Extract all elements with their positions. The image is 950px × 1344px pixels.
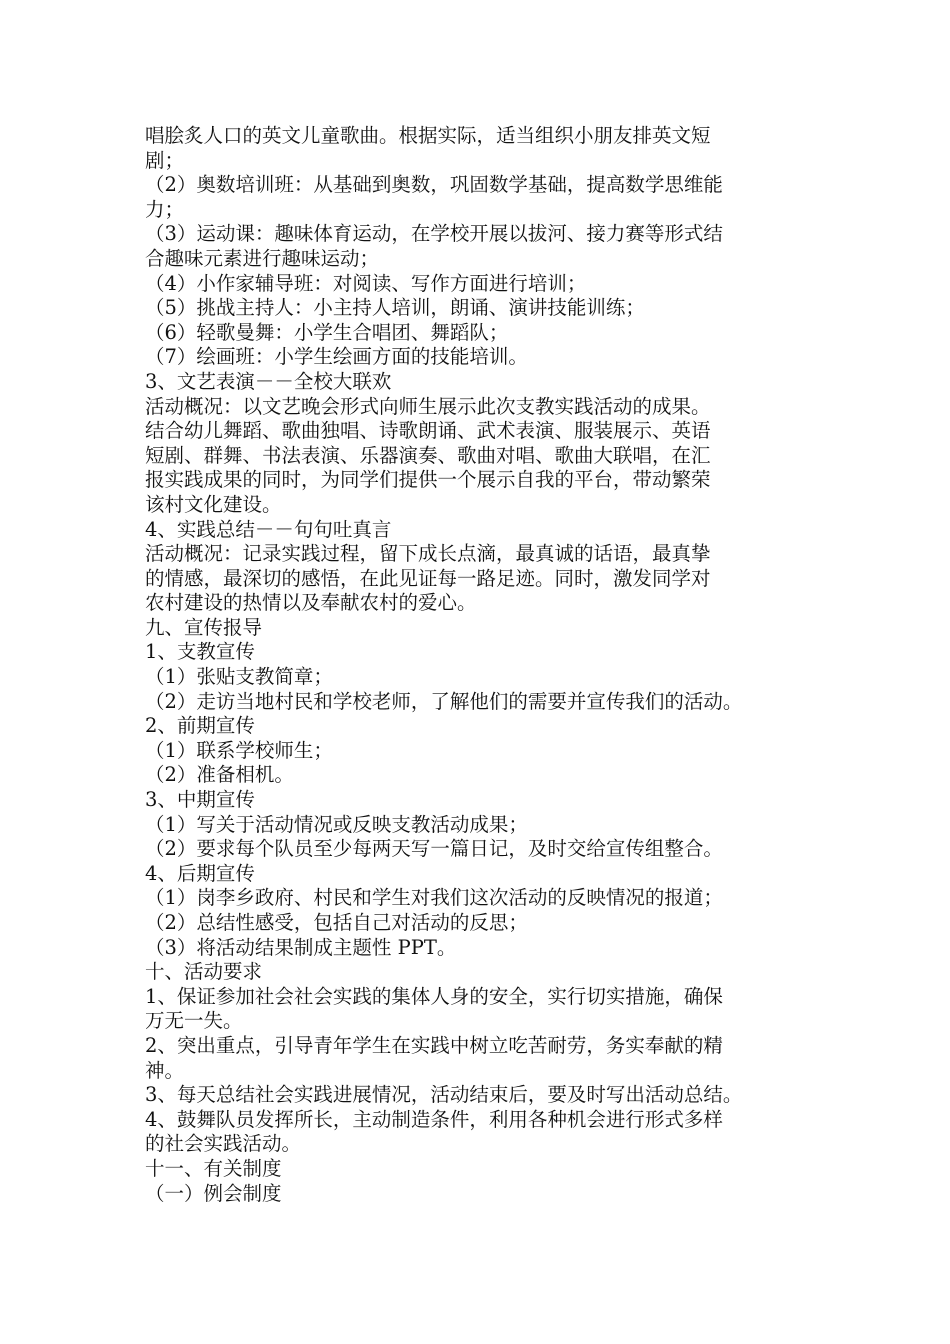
section-heading: 4、实践总结－－句句吐真言 [145,517,392,541]
text-line: 活动概况：以文艺晚会形式向师生展示此次支教实践活动的成果。 [145,394,711,418]
text-line: 合趣味元素进行趣味运动； [145,246,380,270]
text-line: （1）张贴支教简章； [145,665,333,689]
text-line: 1、保证参加社会社会实践的集体人身的安全，实行切实措施，确保 [145,984,723,1008]
text-line: （2）准备相机。 [145,763,294,787]
text-line: 的社会实践活动。 [145,1132,302,1156]
chapter-heading: 十、活动要求 [145,960,263,984]
text-line: 力； [145,197,185,221]
text-line: 短剧、群舞、书法表演、乐器演奏、歌曲对唱、歌曲大联唱，在汇 [145,443,711,467]
text-line: 4、鼓舞队员发挥所长，主动制造条件，利用各种机会进行形式多样 [145,1107,723,1131]
text-line: （1）写关于活动情况或反映支教活动成果； [145,812,528,836]
text-line: （2）奥数培训班：从基础到奥数，巩固数学基础，提高数学思维能 [145,173,723,197]
text-line: 神。 [145,1058,185,1082]
document-page [145,124,815,1206]
text-line: （2）总结性感受，包括自己对活动的反思； [145,911,528,934]
text-line: （3）运动课：趣味体育运动，在学校开展以拔河、接力赛等形式结 [145,222,723,246]
section-heading: 2、前期宣传 [145,714,255,738]
text-line: （1）联系学校师生； [145,738,333,762]
text-line: 剧； [145,148,185,172]
chapter-heading: 九、宣传报导 [145,615,263,639]
text-line: 活动概况：记录实践过程，留下成长点滴，最真诚的话语，最真挚 [145,542,711,566]
text-line: （5）挑战主持人：小主持人培训，朗诵、演讲技能训练； [145,296,645,320]
section-heading: （一）例会制度 [145,1181,282,1205]
chapter-heading: 十一、有关制度 [145,1156,282,1180]
text-line: （6）轻歌曼舞：小学生合唱团、舞蹈队； [145,320,509,344]
text-line: 农村建设的热情以及奉献农村的爱心。 [145,591,477,615]
text-line: 万无一失。 [145,1009,243,1033]
text-line: 结合幼儿舞蹈、歌曲独唱、诗歌朗诵、武术表演、服装展示、英语 [145,419,711,443]
section-heading: 3、文艺表演－－全校大联欢 [145,369,392,393]
text-line: 报实践成果的同时，为同学们提供一个展示自我的平台，带动繁荣 [145,468,711,492]
text-line: （2）要求每个队员至少每两天写一篇日记，及时交给宣传组整合。 [145,837,723,861]
section-heading: 4、后期宣传 [145,861,255,885]
text-line: （7）绘画班：小学生绘画方面的技能培训。 [145,345,528,369]
text-line: 2、突出重点，引导青年学生在实践中树立吃苦耐劳，务实奉献的精 [145,1033,723,1057]
text-line: 该村文化建设。 [145,492,282,516]
text-line: （4）小作家辅导班：对阅读、写作方面进行培训； [145,271,587,295]
text-line: 3、每天总结社会实践进展情况，活动结束后，要及时写出活动总结。 [145,1083,743,1107]
text-line: （2）走访当地村民和学校老师，了解他们的需要并宣传我们的活动。 [145,689,743,713]
text-line: 唱脍炙人口的英文儿童歌曲。根据实际，适当组织小朋友排英文短 [145,124,711,147]
text-line: （3）将活动结果制成主题性 PPT。 [145,935,457,959]
text-line: （1）岗李乡政府、村民和学生对我们这次活动的反映情况的报道； [145,886,723,910]
section-heading: 3、中期宣传 [145,788,255,812]
section-heading: 1、支教宣传 [145,640,255,664]
text-line: 的情感，最深切的感悟，在此见证每一路足迹。同时，激发同学对 [145,566,711,590]
